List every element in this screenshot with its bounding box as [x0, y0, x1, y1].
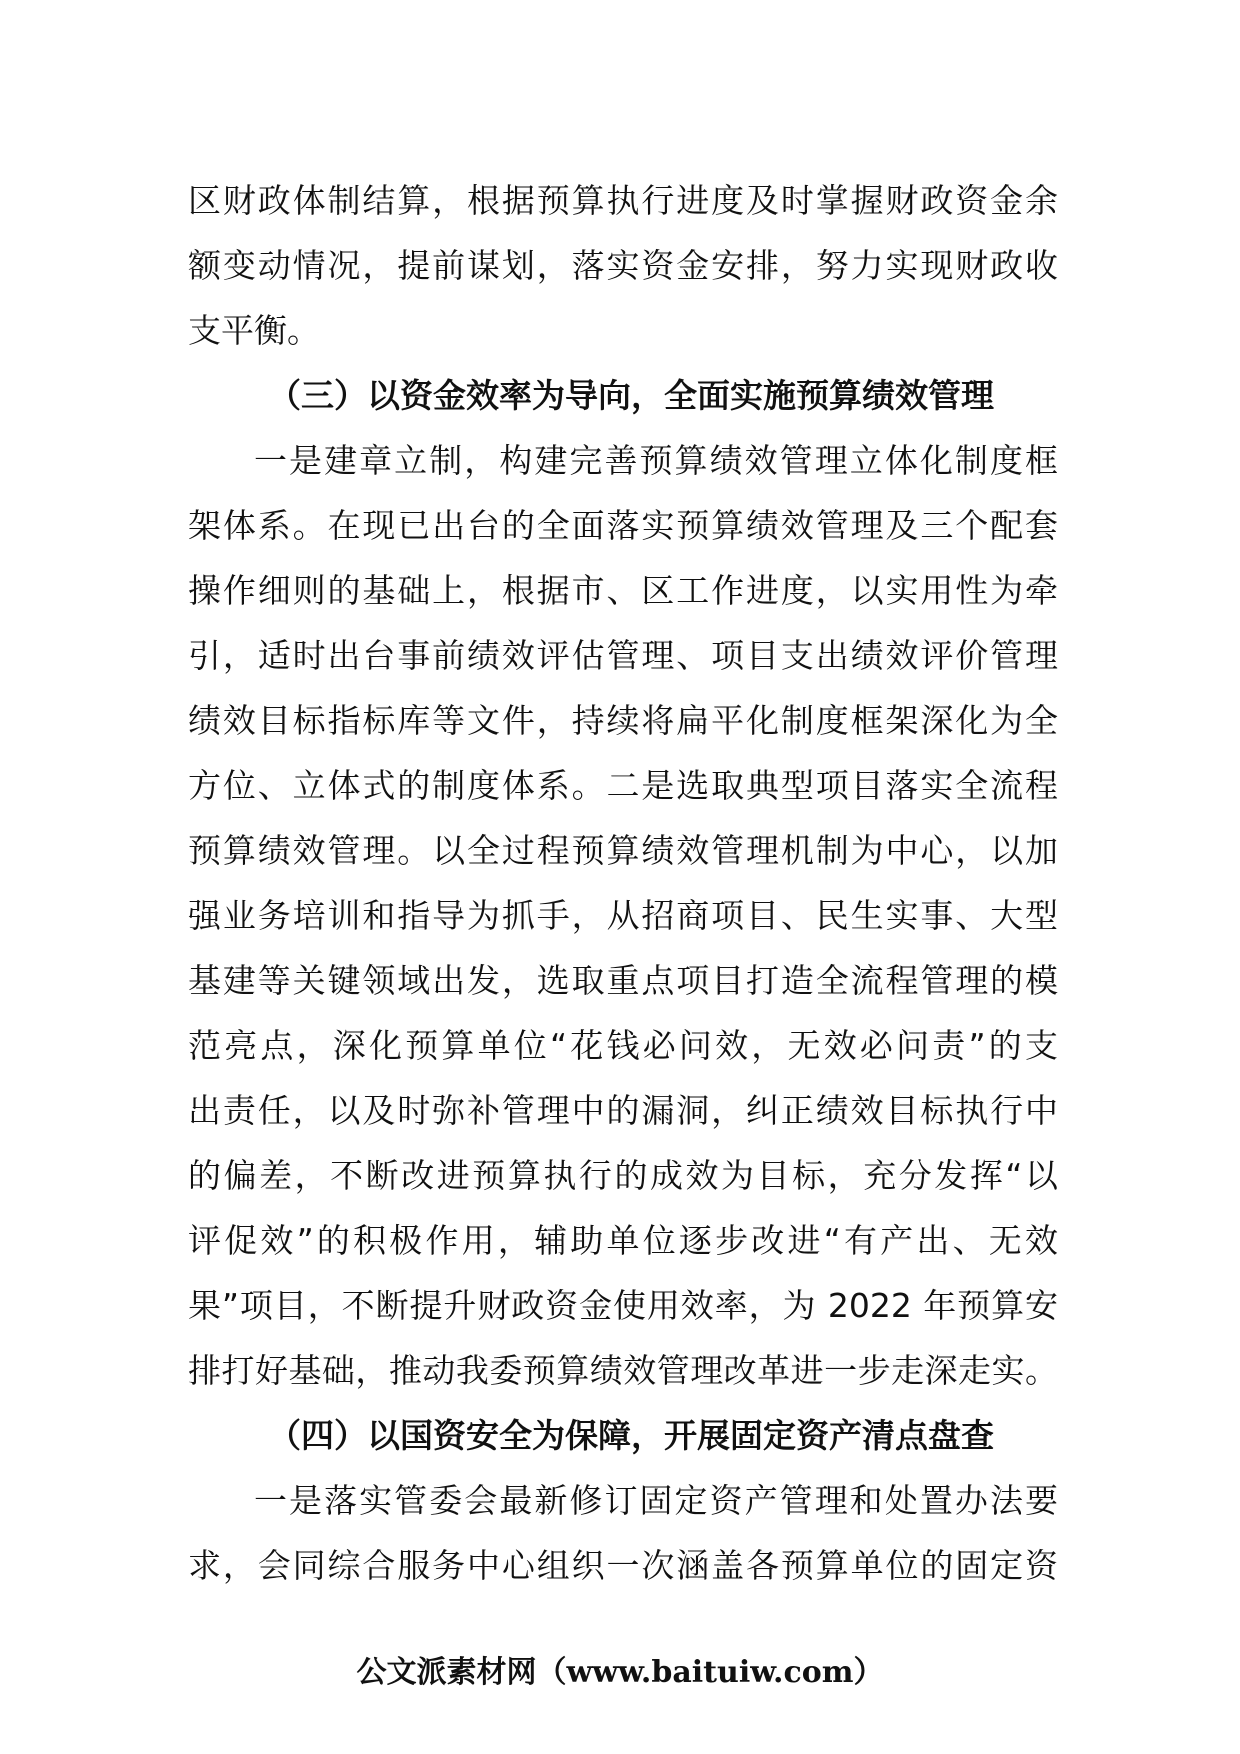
body-line: 绩效目标指标库等文件，持续将扁平化制度框架深化为全 — [188, 701, 1058, 740]
section-heading-4: （四）以国资安全为保障，开展固定资产清点盘查 — [268, 1416, 994, 1455]
body-line: 额变动情况，提前谋划，落实资金安排，努力实现财政收 — [188, 246, 1058, 285]
body-line: 支平衡。 — [188, 311, 320, 350]
paragraph-first-line: 一是建章立制，构建完善预算绩效管理立体化制度框 — [254, 441, 1058, 480]
body-line: 基建等关键领域出发，选取重点项目打造全流程管理的模 — [188, 961, 1058, 1000]
footer-watermark: 公文派素材网（www.baituiw.com） — [356, 1655, 884, 1690]
body-line: 排打好基础，推动我委预算绩效管理改革进一步走深走实。 — [188, 1351, 1058, 1390]
paragraph-first-line: 一是落实管委会最新修订固定资产管理和处置办法要 — [254, 1481, 1058, 1520]
body-line: 求，会同综合服务中心组织一次涵盖各预算单位的固定资 — [188, 1546, 1058, 1585]
section-heading-3: （三）以资金效率为导向，全面实施预算绩效管理 — [268, 376, 994, 415]
body-line: 出责任，以及时弥补管理中的漏洞，纠正绩效目标执行中 — [188, 1091, 1058, 1130]
body-line: 方位、立体式的制度体系。二是选取典型项目落实全流程 — [188, 766, 1058, 805]
document-body — [188, 168, 1058, 1598]
body-line: 的偏差，不断改进预算执行的成效为目标，充分发挥“以 — [188, 1156, 1058, 1195]
body-line: 区财政体制结算，根据预算执行进度及时掌握财政资金余 — [188, 181, 1058, 220]
body-line: 强业务培训和指导为抓手，从招商项目、民生实事、大型 — [188, 896, 1058, 935]
body-line: 果”项目，不断提升财政资金使用效率，为 2022 年预算安 — [188, 1286, 1058, 1325]
body-line: 引，适时出台事前绩效评估管理、项目支出绩效评价管理 — [188, 636, 1058, 675]
body-line: 评促效”的积极作用，辅助单位逐步改进“有产出、无效 — [188, 1221, 1058, 1260]
body-line: 范亮点，深化预算单位“花钱必问效，无效必问责”的支 — [188, 1026, 1058, 1065]
body-line: 架体系。在现已出台的全面落实预算绩效管理及三个配套 — [188, 506, 1058, 545]
body-line: 操作细则的基础上，根据市、区工作进度，以实用性为牵 — [188, 571, 1058, 610]
body-line: 预算绩效管理。以全过程预算绩效管理机制为中心，以加 — [188, 831, 1058, 870]
